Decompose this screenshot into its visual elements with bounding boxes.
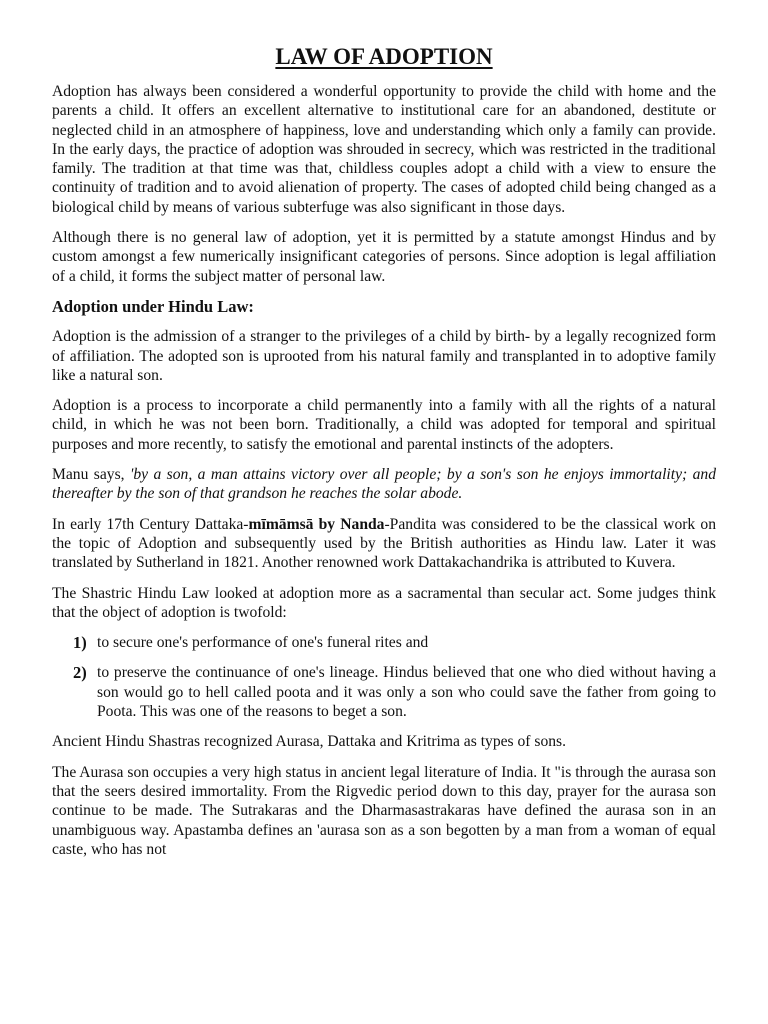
list-item-text: to secure one's performance of one's funeral rites and: [97, 634, 429, 652]
intro-paragraph: Adoption has always been considered a wonderful opportunity to provide the child with home and the parents a child. It offers an excellent alternative to institutional care for an abandoned, destitute or neglected child in an atmosphere of happiness, love and understanding which only a family can provide. In the early days, the practice of adoption was shrouded in secrecy, which was restricted in the traditional family. The tradition at that time was that, childless couples adopt a child with a view to ensure the continuity of tradition and to avoid alienation of property. The cases of adopted child being changed as a biological child by means of various subterfuge was also significant in those days.: [52, 83, 716, 216]
document-title: LAW OF ADOPTION: [275, 44, 493, 69]
list-item-number: 2): [73, 663, 87, 683]
dattaka-text-1: In early 17th Century Dattaka-: [52, 515, 249, 533]
list-item: [52, 633, 716, 652]
manu-paragraph: [52, 465, 716, 504]
dattaka-text-bold: mīmāmsā by Nanda: [248, 515, 385, 533]
dattaka-text-2: -Pandita was considered to be the classical work on the topic of Adoption and subsequently used by the British authorities as Hindu law. Later it was translated by Sutherland in 1821. Another renowned work Dattakachandrika is attributed to Kuvera.: [52, 515, 716, 572]
manu-quote: 'by a son, a man attains victory over all people; by a son's son he enjoys immortality; and thereafter by the son of that grandson he reaches the solar abode.: [52, 466, 716, 503]
aurasa-paragraph: The Aurasa son occupies a very high status in ancient legal literature of India. It "is through the aurasa son that the seers desired immortality. From the Rigvedic period down to this day, prayer for the aurasa son continue to be made. The Sutrakaras and the Dharmasastrakaras have defined the aurasa son in an unambiguous way. Apastamba defines an 'aurasa son as a son begotten by a man from a woman of equal caste, who has not: [52, 763, 716, 858]
list-item: [52, 663, 716, 721]
list-item-text: to preserve the continuance of one's lineage. Hindus believed that one who died without having a son would go to hell called poota and it was only a son who could save the father from going to Poota. This was one of the reasons to beget a son.: [97, 664, 716, 721]
list-item-number: 1): [73, 633, 87, 653]
dattaka-paragraph: [52, 515, 716, 573]
manu-prefix: Manu says,: [52, 466, 130, 484]
objects-list: [52, 633, 716, 721]
document-page: [52, 42, 716, 870]
shastric-paragraph: The Shastric Hindu Law looked at adoption more as a sacramental than secular act. Some judges think that the object of adoption is twofold:: [52, 584, 716, 621]
section-heading: Adoption under Hindu Law:: [52, 296, 254, 316]
shastras-paragraph: Ancient Hindu Shastras recognized Aurasa, Dattaka and Kritrima as types of sons.: [52, 733, 567, 751]
general-law-paragraph: Although there is no general law of adoption, yet it is permitted by a statute amongst Hindus and by custom amongst a few numerically insignificant categories of persons. Since adoption is legal affiliation of a child, it forms the subject matter of personal law.: [52, 229, 716, 285]
process-paragraph: Adoption is a process to incorporate a child permanently into a family with all the rights of a natural child, in which he was not been born. Traditionally, a child was adopted for temporal and spiritual purposes and more recently, to satisfy the emotional and parental instincts of the adopters.: [52, 397, 716, 453]
definition-paragraph: Adoption is the admission of a stranger to the privileges of a child by birth- by a legally recognized form of affiliation. The adopted son is uprooted from his natural family and transplanted in to adoptive family like a natural son.: [52, 328, 716, 384]
